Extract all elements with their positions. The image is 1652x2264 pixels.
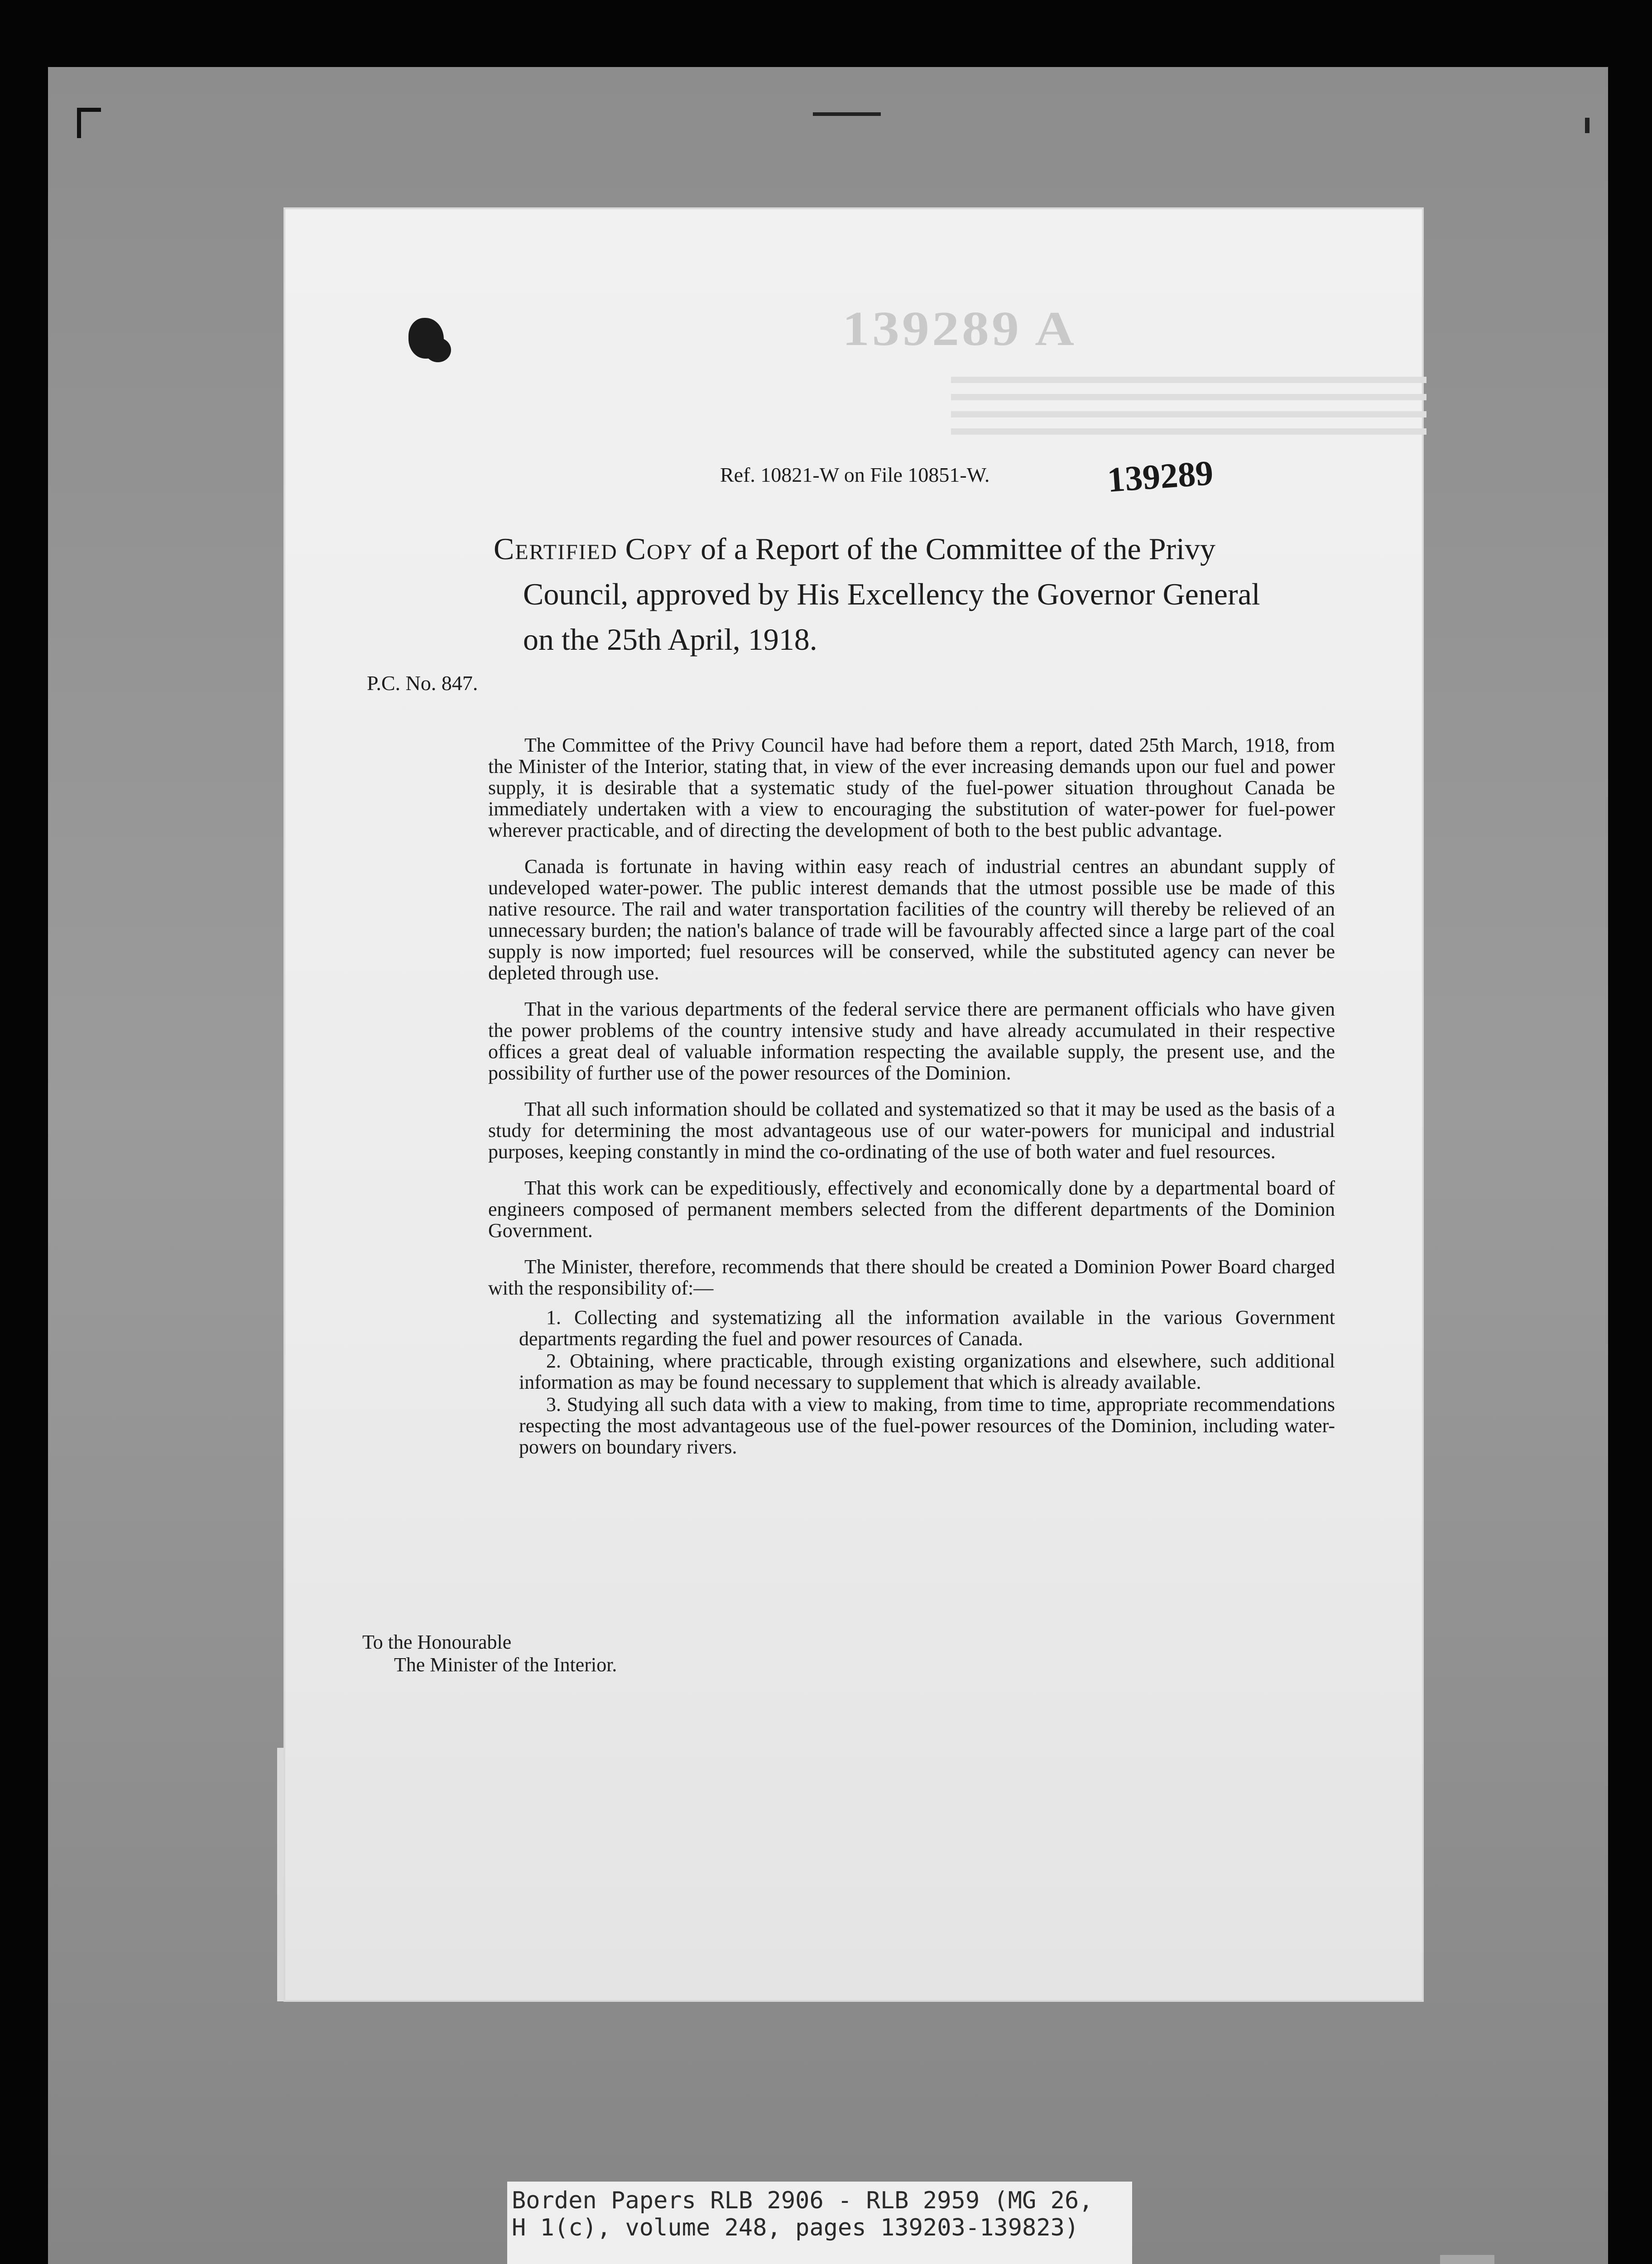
heading-line2: Council, approved by His Excellency the Governor General [523,577,1260,611]
paragraph: That all such information should be collated and systematized so that it may be used as the basis of a study for determining the most advantageous use of our water-powers for municipal and industrial purposes, keeping constantly in mind the co-ordinating of the use of both water and fuel resources. [488,1098,1335,1163]
film-right-tick [1585,118,1590,133]
heading-line1-rest: of a Report of the Committee of the Privy [701,532,1216,566]
collection-line1: Borden Papers RLB 2906 - RLB 2959 (MG 26, [512,2187,1093,2214]
addressee [362,1631,617,1676]
paragraph: That this work can be expeditiously, effectively and economically done by a departmental board of engineers composed of permanent members selected from the different departments of the Dominion Government. [488,1177,1335,1242]
addressee-line1: To the Honourable [362,1631,512,1653]
ghost-bleedthrough-number: 139289 A [842,301,1077,356]
paragraph: That in the various departments of the federal service there are permanent officials who have given the power problems of the country intensive study and have already accumulated in their respective offices a great deal of valuable information respecting the available supply, the present use, and the possibility of further use of the power resources of the Dominion. [488,998,1335,1084]
heading-line3: on the 25th April, 1918. [523,622,817,657]
ghost-bleedthrough-lines [951,377,1426,446]
document-body [488,734,1335,1458]
list-item: 2. Obtaining, where practicable, through existing organizations and elsewhere, such additional information as may be found necessary to supplement that which is already available. [519,1350,1335,1393]
heading-certified: Certified [494,532,618,566]
tape-strip [1440,2255,1494,2264]
paragraph: Canada is fortunate in having within easy reach of industrial centres an abundant supply of undeveloped water-power. The public interest demands that the utmost possible use be made of this native resource. The rail and water transportation facilities of the country will thereby be relieved of an unnecessary burden; the nation's balance of trade will be favourably affected since a large part of the coal supply is now imported; fuel resources will be conserved, while the substituted agency can never be depleted through use. [488,855,1335,984]
list-item: 1. Collecting and systematizing all the information available in the various Government departments regarding the fuel and power resources of Canada. [519,1306,1335,1350]
corner-bracket-mark [77,108,101,138]
paragraph: The Committee of the Privy Council have had before them a report, dated 25th March, 1918, from the Minister of the Interior, stating that, in view of the ever increasing demands upon our fuel and power supply, it is desirable that a systematic study of the fuel-power situation throughout Canada be immediately undertaken with a view to encouraging the substitution of water-power for fuel-power wherever practicable, and of directing the development of both to the best public advantage. [488,734,1335,841]
file-reference: Ref. 10821-W on File 10851-W. [720,463,990,486]
paragraph: The Minister, therefore, recommends that there should be created a Dominion Power Board charged with the responsibility of:— [488,1256,1335,1299]
list-item: 3. Studying all such data with a view to making, from time to time, appropriate recommendations respecting the most advantageous use of the fuel-power resources of the Dominion, including water-powers on boundary rivers. [519,1393,1335,1458]
pc-number: P.C. No. 847. [367,672,478,695]
document-heading [494,526,1336,662]
document-page [285,209,1422,2000]
recommendation-list [488,1307,1335,1458]
addressee-line2: The Minister of the Interior. [394,1654,617,1676]
collection-line2: H 1(c), volume 248, pages 139203-139823) [512,2214,1079,2241]
heading-copy: Copy [625,532,693,566]
collection-reference-label [507,2182,1132,2264]
film-top-dash [813,112,881,116]
stamp-number: 139289 [1106,452,1215,500]
ink-blot-mark [408,318,444,359]
